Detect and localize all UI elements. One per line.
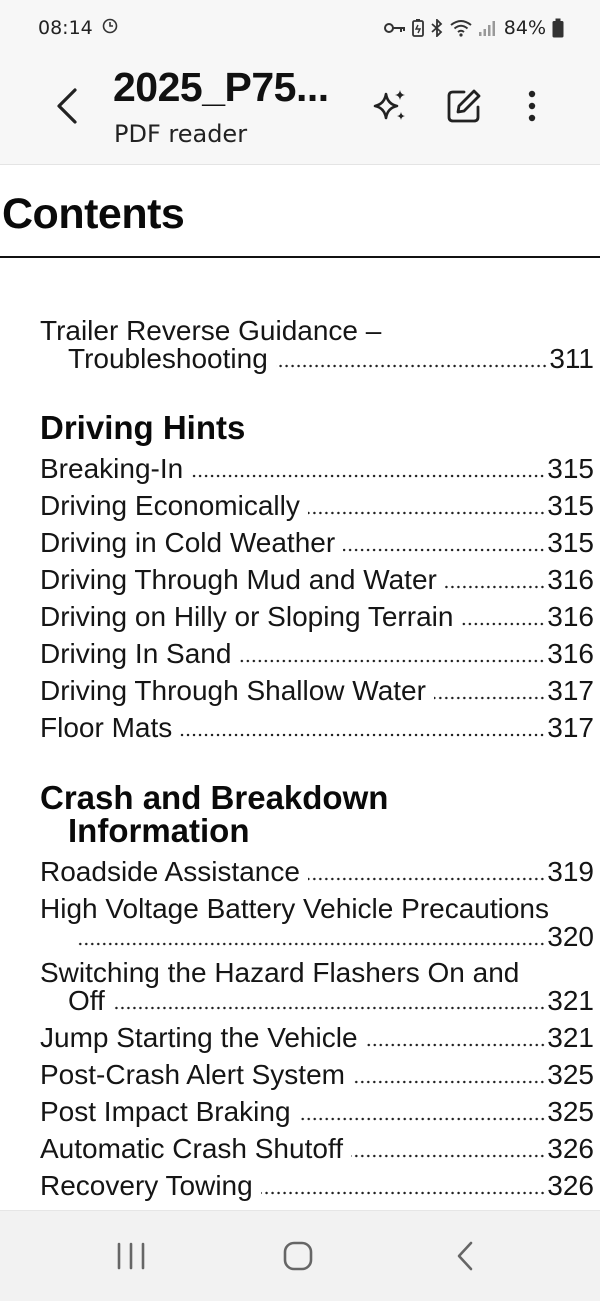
toc-entry[interactable] [40,1058,594,1092]
dot-leader [434,696,545,700]
section-heading-cont: Information [68,812,250,849]
toc-entry-page: 316 [547,564,594,595]
battery-percent: 84% [503,17,546,39]
battery-icon [552,18,564,38]
dot-leader [276,364,548,368]
toc-entry-page: 325 [547,1096,594,1127]
toc-entry[interactable] [40,1169,594,1203]
contents-heading: Contents [2,190,185,238]
status-time: 08:14 [38,17,93,39]
toc-entry-page: 316 [547,601,594,632]
toc-entry-label: Troubleshooting [68,343,268,374]
toc-entry[interactable] [40,984,594,1018]
toc-entry-label: Breaking-In [40,453,184,484]
toc-entry-label: Driving in Cold Weather [40,527,336,558]
toc-entry-label: Driving Economically [40,490,300,521]
toc-entry-page: 315 [547,453,594,484]
dot-leader [299,1117,546,1121]
toc-entry-label: Driving Through Shallow Water [40,675,426,706]
toc-entry-page: 317 [547,675,594,706]
toc-entry[interactable] [40,855,594,889]
toc-entry-page: 316 [547,638,594,669]
toc-entry[interactable] [40,674,594,708]
toc-entry[interactable] [40,342,594,376]
toc-entry-label: Roadside Assistance [40,856,300,887]
toc-entry-page: 311 [549,343,594,374]
ai-sparkle-icon[interactable] [370,86,410,126]
toc-entry-label: Recovery Towing [40,1170,253,1201]
dot-leader [461,622,545,626]
dot-leader [239,659,545,663]
dot-leader [351,1154,545,1158]
dot-leader [445,585,545,589]
toc-entry-page: 325 [547,1059,594,1090]
toc-entry-page: 321 [547,1022,594,1053]
dot-leader [353,1080,545,1084]
toc-entry-text: Trailer Reverse Guidance – [40,315,382,346]
toc-entry[interactable] [40,526,594,560]
toc-entry[interactable] [40,920,594,954]
toc-entry[interactable] [40,1095,594,1129]
status-bar [0,0,600,56]
heading-divider [0,256,600,258]
toc-entry-page: 326 [547,1170,594,1201]
toc-entry-label: Jump Starting the Vehicle [40,1022,358,1053]
dot-leader [191,474,545,478]
toc-entry-label: Driving Through Mud and Water [40,564,437,595]
toc-entry-page: 317 [547,712,594,743]
toc-entry[interactable] [40,600,594,634]
dot-leader [366,1043,546,1047]
section-heading: Driving Hints [40,409,246,446]
toc-entry-label: Automatic Crash Shutoff [40,1133,343,1164]
toc-entry-page: 319 [547,856,594,887]
bluetooth-icon [430,19,444,37]
dot-leader [343,548,545,552]
toc-entry-page: 326 [547,1133,594,1164]
toc-entry-text: Switching the Hazard Flashers On and [40,957,520,988]
toc-entry-page: 315 [547,490,594,521]
back-icon[interactable] [446,1236,486,1276]
dot-leader [308,877,545,881]
dot-leader [180,733,545,737]
toc-entry[interactable] [40,1021,594,1055]
toc-entry-label: Post Impact Braking [40,1096,291,1127]
toc-entry-page: 320 [547,921,594,952]
system-nav-bar [0,1210,600,1301]
toc-entry[interactable] [40,711,594,745]
toc-entry-page: 315 [547,527,594,558]
toc-entry-label: Floor Mats [40,712,173,743]
toc-entry[interactable] [40,563,594,597]
edit-icon[interactable] [444,86,484,126]
app-subtitle: PDF reader [114,120,248,148]
wifi-icon [450,19,472,37]
dot-leader [113,1006,545,1010]
toc-entry-page: 321 [547,985,594,1016]
toc-entry[interactable] [40,452,594,486]
dot-leader [261,1191,546,1195]
toc-entry-text: High Voltage Battery Vehicle Precautions [40,893,549,924]
key-icon [384,21,406,35]
recent-apps-icon[interactable] [111,1236,151,1276]
data-saver-icon [102,18,118,34]
toc-entry-label: Driving In Sand [40,638,232,669]
section-heading: Crash and Breakdown [40,779,389,816]
toc-entry[interactable] [40,637,594,671]
app-bar [0,56,600,165]
signal-icon [478,19,496,37]
home-icon[interactable] [278,1236,318,1276]
toc-entry-label: Off [68,985,105,1016]
dot-leader [76,942,545,946]
back-arrow-icon[interactable] [48,84,88,128]
toc-entry-label: Post-Crash Alert System [40,1059,345,1090]
toc-entry[interactable] [40,489,594,523]
status-icons [384,14,564,42]
more-vert-icon[interactable] [517,86,547,126]
battery-saver-icon [412,19,424,37]
toc-entry[interactable] [40,1132,594,1166]
document-title: 2025_P75... [113,64,329,110]
toc-entry-label: Driving on Hilly or Sloping Terrain [40,601,454,632]
dot-leader [308,511,545,515]
